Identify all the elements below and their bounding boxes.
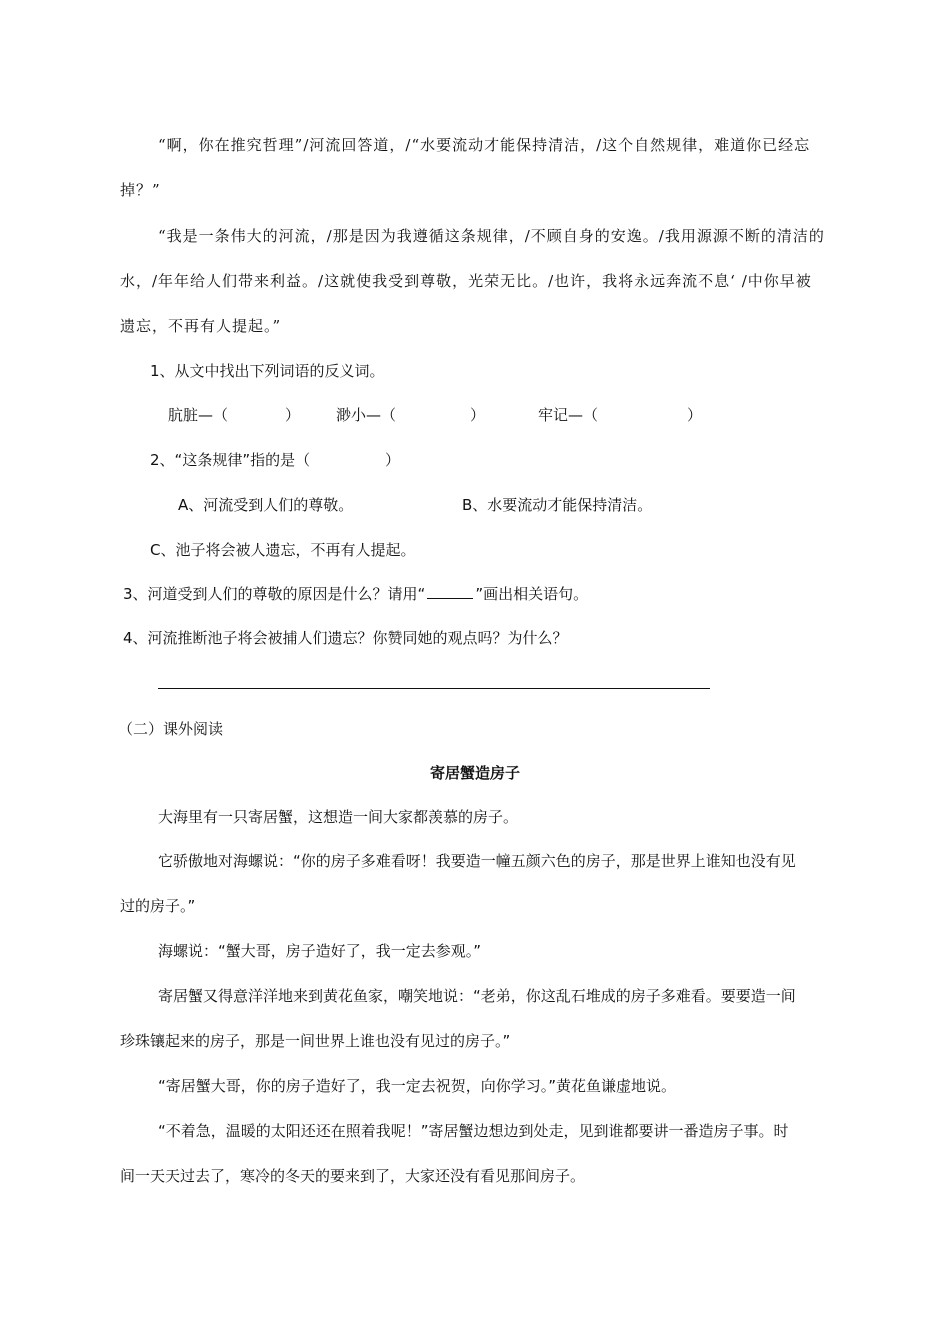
poem-paragraph-1-line-2: 掉？” [120, 181, 161, 199]
antonym-item-1-open: 肮脏—（ [168, 406, 229, 424]
story-para-4-line-2: 珍珠镶起来的房子，那是一间世界上谁也没有见过的房子。” [120, 1032, 511, 1050]
antonym-item-1-close: ） [285, 406, 301, 424]
answer-line [158, 688, 710, 689]
question-2-option-c: C、池子将会被人遗忘，不再有人提起。 [150, 541, 416, 559]
question-2-option-b: B、水要流动才能保持清洁。 [462, 496, 653, 514]
antonym-item-2-close: ） [470, 406, 486, 424]
antonym-item-2-open: 渺小—（ [336, 406, 397, 424]
poem-paragraph-2-line-1: “我是一条伟大的河流，/那是因为我遵循这条规律，/不顾自身的安逸。/我用源源不断的清洁的 [158, 227, 825, 245]
question-2-close: ） [385, 451, 401, 469]
story-para-5: “寄居蟹大哥，你的房子造好了，我一定去祝贺，向你学习。”黄花鱼谦虚地说。 [158, 1077, 677, 1095]
antonym-item-3-open: 牢记—（ [538, 406, 599, 424]
poem-paragraph-2-line-3: 遗忘，不再有人提起。” [120, 317, 282, 335]
story-para-6-line-1: “不着急，温暖的太阳还还在照着我呢！”寄居蟹边想边到处走，见到谁都要讲一番造房子事。时 [158, 1122, 789, 1140]
story-para-4-line-1: 寄居蟹又得意洋洋地来到黄花鱼家，嘲笑地说：“老弟，你这乱石堆成的房子多难看。要要造一间 [158, 987, 796, 1005]
question-3-suffix: ”画出相关语句。 [475, 585, 589, 603]
question-2: 2、“这条规律”指的是（ [150, 451, 311, 469]
poem-paragraph-2-line-2: 水，/年年给人们带来利益。/这就使我受到尊敬，光荣无比。/也许，我将永远奔流不息‘ /中你早被 [120, 272, 812, 290]
story-para-1: 大海里有一只寄居蟹，这想造一间大家都羡慕的房子。 [158, 808, 519, 826]
story-para-2-line-1: 它骄傲地对海螺说：“你的房子多难看呀！我要造一幢五颜六色的房子，那是世界上谁知也没有见 [158, 852, 796, 870]
story-para-3: 海螺说：“蟹大哥，房子造好了，我一定去参观。” [158, 942, 482, 960]
question-3-prefix: 3、河道受到人们的尊敬的原因是什么？请用“ [123, 585, 426, 603]
question-3 [123, 583, 588, 604]
poem-paragraph-1-line-1: “啊，你在推究哲理”/河流回答道，/“水要流动才能保持清洁，/这个自然规律，难道你已经忘 [158, 136, 811, 154]
story-title: 寄居蟹造房子 [429, 764, 520, 782]
story-para-2-line-2: 过的房子。” [120, 897, 196, 915]
underline-sample [427, 584, 473, 599]
section-heading: （二）课外阅读 [118, 720, 224, 738]
story-para-6-line-2: 间一天天过去了，寒冷的冬天的要来到了，大家还没有看见那间房子。 [120, 1167, 586, 1185]
antonym-item-3-close: ） [687, 406, 703, 424]
question-1: 1、从文中找出下列词语的反义词。 [150, 362, 385, 380]
question-2-option-a: A、河流受到人们的尊敬。 [178, 496, 354, 514]
question-4: 4、河流推断池子将会被捕人们遗忘？你赞同她的观点吗？为什么？ [123, 629, 568, 647]
